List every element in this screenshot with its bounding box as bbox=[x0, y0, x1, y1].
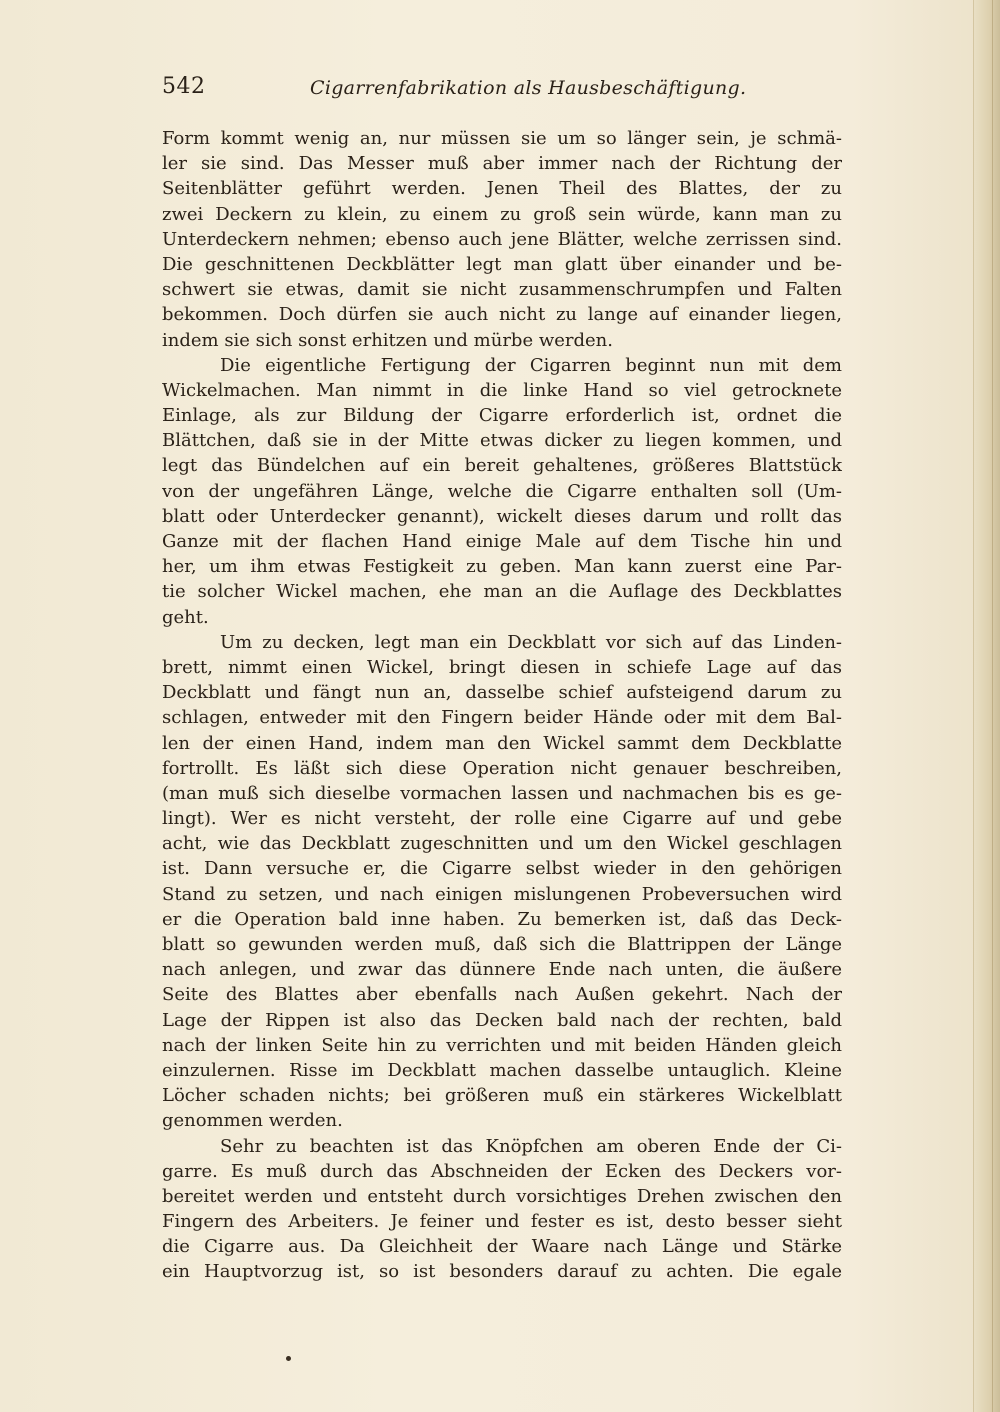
text-line: Blättchen, daß sie in der Mitte etwas dicker zu liegen kommen, und bbox=[162, 430, 842, 452]
text-line: tie solcher Wickel machen, ehe man an die Auflage des Deckblattes bbox=[162, 581, 842, 603]
text-line: (man muß sich dieselbe vormachen lassen und nachmachen bis es ge- bbox=[162, 782, 842, 804]
text-line: Fingern des Arbeiters. Je feiner und fester es ist, desto besser sieht bbox=[162, 1211, 842, 1233]
text-line: einzulernen. Risse im Deckblatt machen dasselbe untauglich. Kleine bbox=[162, 1059, 842, 1081]
text-line: zwei Deckern zu klein, zu einem zu groß sein würde, kann man zu bbox=[162, 203, 842, 225]
text-line: nach anlegen, und zwar das dünnere Ende nach unten, die äußere bbox=[162, 959, 842, 981]
text-line: er die Operation bald inne haben. Zu bemerken ist, daß das Deck- bbox=[162, 908, 842, 930]
text-line: die Cigarre aus. Da Gleichheit der Waare nach Länge und Stärke bbox=[162, 1236, 842, 1258]
text-line: schlagen, entweder mit den Fingern beider Hände oder mit dem Bal- bbox=[162, 707, 842, 729]
paragraph-first-line: Sehr zu beachten ist das Knöpfchen am oberen Ende der Ci- bbox=[220, 1135, 842, 1157]
text-line: fortrollt. Es läßt sich diese Operation nicht genauer beschreiben, bbox=[162, 757, 842, 779]
body-text bbox=[162, 126, 842, 1285]
text-line: blatt oder Unterdecker genannt), wickelt dieses darum und rollt das bbox=[162, 505, 842, 527]
text-line: Seitenblätter geführt werden. Jenen Theil des Blattes, der zu bbox=[162, 178, 842, 200]
text-line: schwert sie etwas, damit sie nicht zusammenschrumpfen und Falten bbox=[162, 279, 842, 301]
text-line: bekommen. Doch dürfen sie auch nicht zu lange auf einander liegen, bbox=[162, 304, 842, 326]
text-line: ein Hauptvorzug ist, so ist besonders darauf zu achten. Die egale bbox=[162, 1261, 842, 1283]
text-line: ist. Dann versuche er, die Cigarre selbst wieder in den gehörigen bbox=[162, 858, 842, 880]
page-number: 542 bbox=[162, 74, 206, 99]
text-line: Form kommt wenig an, nur müssen sie um so länger sein, je schmä- bbox=[162, 128, 842, 149]
paragraph-first-line: Um zu decken, legt man ein Deckblatt vor sich auf das Linden- bbox=[220, 631, 842, 653]
running-head: Cigarrenfabrikation als Hausbeschäftigung. bbox=[310, 77, 747, 99]
page-header bbox=[162, 74, 842, 108]
ink-dot bbox=[286, 1356, 291, 1361]
text-line: genommen werden. bbox=[162, 1110, 343, 1132]
text-line: bereitet werden und entsteht durch vorsichtiges Drehen zwischen den bbox=[162, 1185, 842, 1207]
text-line: Ganze mit der flachen Hand einige Male auf dem Tische hin und bbox=[162, 531, 842, 552]
text-line: Wickelmachen. Man nimmt in die linke Hand so viel getrocknete bbox=[162, 379, 842, 401]
text-line: von der ungefähren Länge, welche die Cigarre enthalten soll (Um- bbox=[162, 480, 842, 502]
text-line: len der einen Hand, indem man den Wickel sammt dem Deckblatte bbox=[162, 732, 842, 754]
text-line: Seite des Blattes aber ebenfalls nach Außen gekehrt. Nach der bbox=[162, 984, 842, 1006]
text-line: Löcher schaden nichts; bei größeren muß ein stärkeres Wickelblatt bbox=[162, 1085, 842, 1107]
text-line: acht, wie das Deckblatt zugeschnitten und um den Wickel geschlagen bbox=[162, 833, 842, 855]
text-line: Deckblatt und fängt nun an, dasselbe schief aufsteigend darum zu bbox=[162, 682, 842, 704]
text-line: Stand zu setzen, und nach einigen mislungenen Probeversuchen wird bbox=[162, 883, 842, 905]
text-line: brett, nimmt einen Wickel, bringt diesen in schiefe Lage auf das bbox=[162, 656, 842, 678]
paragraph-first-line: Die eigentliche Fertigung der Cigarren beginnt nun mit dem bbox=[220, 354, 842, 376]
text-line: Unterdeckern nehmen; ebenso auch jene Blätter, welche zerrissen sind. bbox=[162, 228, 842, 250]
page-edge bbox=[973, 0, 1000, 1412]
text-line: garre. Es muß durch das Abschneiden der Ecken des Deckers vor- bbox=[162, 1160, 842, 1182]
text-line: Einlage, als zur Bildung der Cigarre erforderlich ist, ordnet die bbox=[162, 405, 842, 427]
text-line: nach der linken Seite hin zu verrichten und mit beiden Händen gleich bbox=[162, 1034, 842, 1056]
text-line: lingt). Wer es nicht versteht, der rolle eine Cigarre auf und gebe bbox=[162, 808, 842, 830]
text-line: geht. bbox=[162, 606, 209, 628]
text-line: ler sie sind. Das Messer muß aber immer nach der Richtung der bbox=[162, 153, 842, 175]
text-line: indem sie sich sonst erhitzen und mürbe werden. bbox=[162, 329, 613, 351]
text-line: Die geschnittenen Deckblätter legt man glatt über einander und be- bbox=[162, 253, 842, 275]
text-line: her, um ihm etwas Festigkeit zu geben. Man kann zuerst eine Par- bbox=[162, 556, 842, 578]
text-line: Lage der Rippen ist also das Decken bald nach der rechten, bald bbox=[162, 1009, 842, 1031]
text-line: blatt so gewunden werden muß, daß sich die Blattrippen der Länge bbox=[162, 934, 842, 955]
text-line: legt das Bündelchen auf ein bereit gehaltenes, größeres Blattstück bbox=[162, 455, 842, 477]
